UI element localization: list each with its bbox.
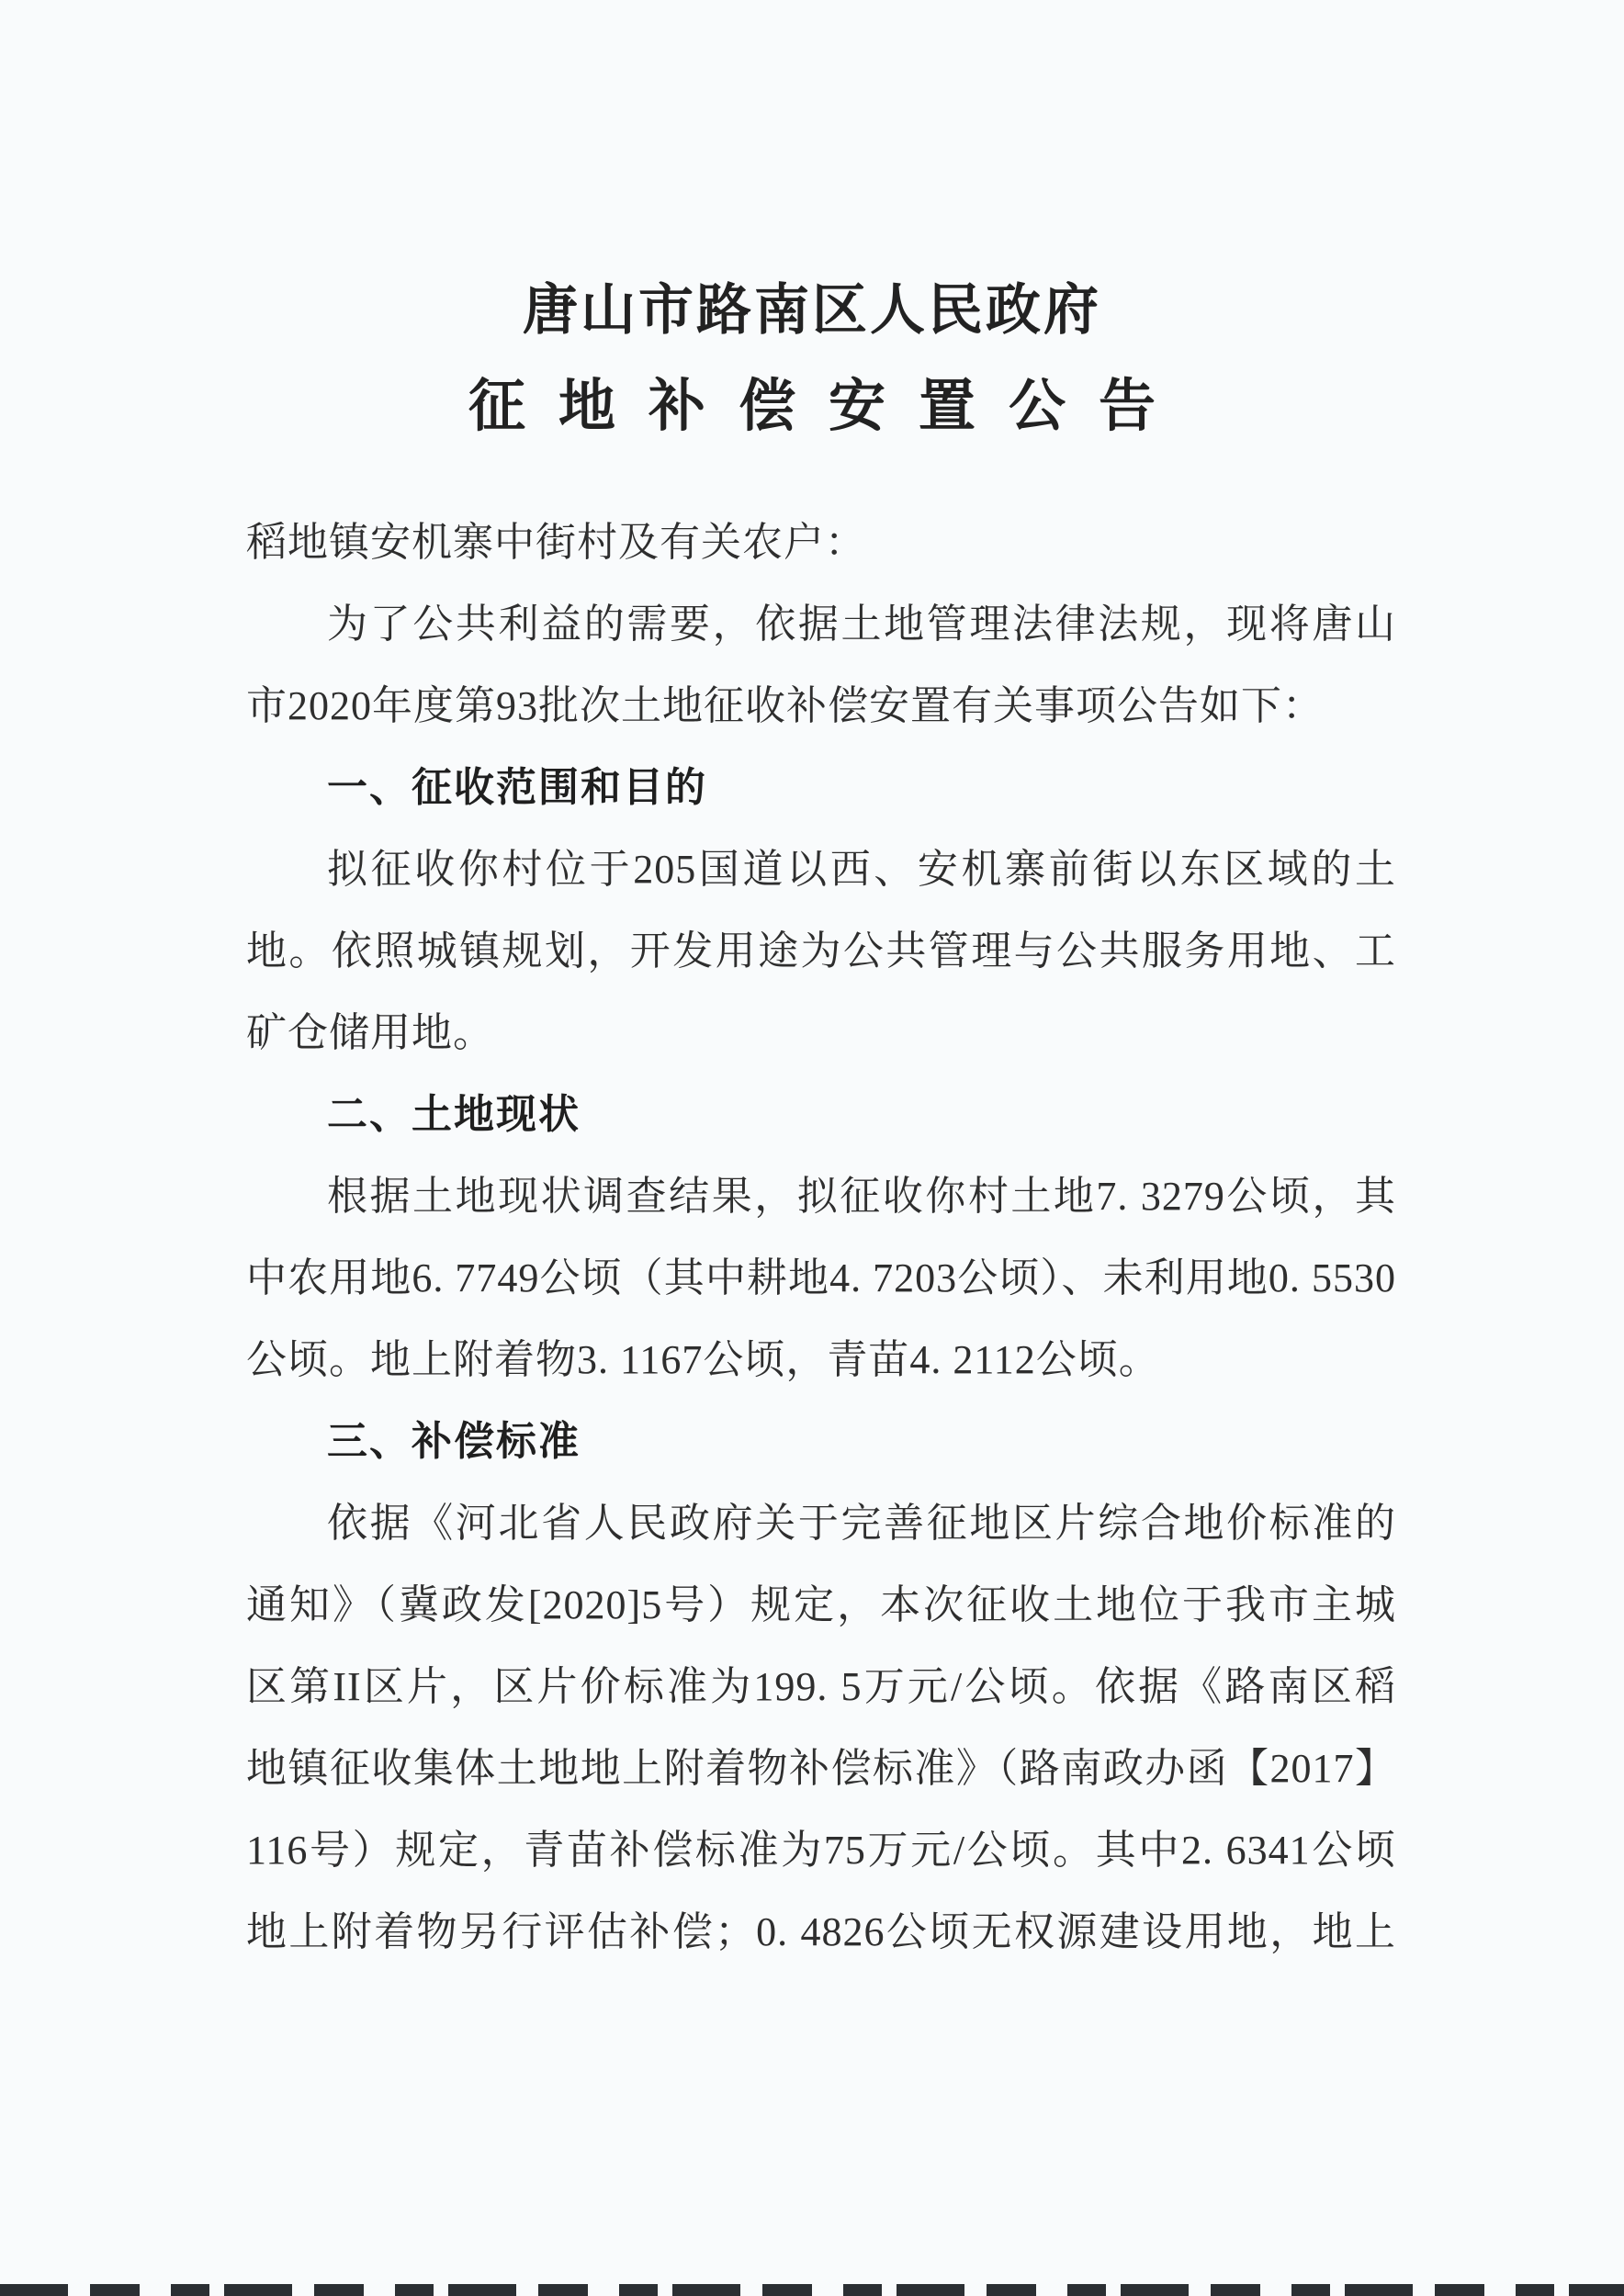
paragraph-compensation-standard xyxy=(246,1482,1396,1973)
paragraph-intro xyxy=(246,583,1396,747)
salutation-line: 稻地镇安机寨中街村及有关农户： xyxy=(246,520,866,565)
document-title-block xyxy=(0,0,1624,457)
paragraph-line: 地镇征收集体土地地上附着物补偿标准》（路南政办函【2017】 xyxy=(246,1746,1396,1791)
paragraph-line: 地上附着物另行评估补偿；0. 4826公顷无权源建设用地，地上 xyxy=(246,1909,1396,1954)
paragraph-line: 市2020年度第93批次土地征收补偿安置有关事项公告如下： xyxy=(246,683,1324,728)
paragraph-line: 通知》（冀政发[2020]5号）规定，本次征收土地位于我市主城 xyxy=(246,1582,1396,1627)
document-body xyxy=(246,501,1396,1973)
section-heading-1: 一、征收范围和目的 xyxy=(327,765,707,810)
paragraph-line: 中农用地6. 7749公顷（其中耕地4. 7203公顷）、未利用地0. 5530 xyxy=(246,1255,1396,1300)
section-heading-2: 二、土地现状 xyxy=(327,1092,581,1137)
paragraph-line: 为了公共利益的需要，依据土地管理法律法规，现将唐山 xyxy=(327,602,1396,647)
paragraph-line: 区第II区片，区片价标准为199. 5万元/公顷。依据《路南区稻 xyxy=(246,1664,1396,1709)
section-heading-3: 三、补偿标准 xyxy=(327,1419,581,1464)
document-title-line-2: 征地补偿安置公告 xyxy=(468,376,1189,438)
paragraph-line: 矿仓储用地。 xyxy=(246,1010,494,1055)
paragraph-line: 依据《河北省人民政府关于完善征地区片综合地价标准的 xyxy=(327,1501,1396,1546)
paragraph-line: 116号）规定，青苗补偿标准为75万元/公顷。其中2. 6341公顷 xyxy=(246,1828,1396,1873)
paragraph-line: 地。依照城镇规划，开发用途为公共管理与公共服务用地、工 xyxy=(246,929,1396,974)
paragraph-line: 拟征收你村位于205国道以西、安机寨前街以东区域的土 xyxy=(327,847,1396,892)
paragraph-scope xyxy=(246,828,1396,1074)
scan-bottom-edge-artifact xyxy=(0,2284,1624,2296)
paragraph-line: 根据土地现状调查结果，拟征收你村土地7. 3279公顷，其 xyxy=(327,1174,1396,1219)
document-title-line-1: 唐山市路南区人民政府 xyxy=(523,280,1101,341)
paragraph-line: 公顷。地上附着物3. 1167公顷，青苗4. 2112公顷。 xyxy=(246,1337,1160,1382)
paragraph-land-status xyxy=(246,1155,1396,1401)
